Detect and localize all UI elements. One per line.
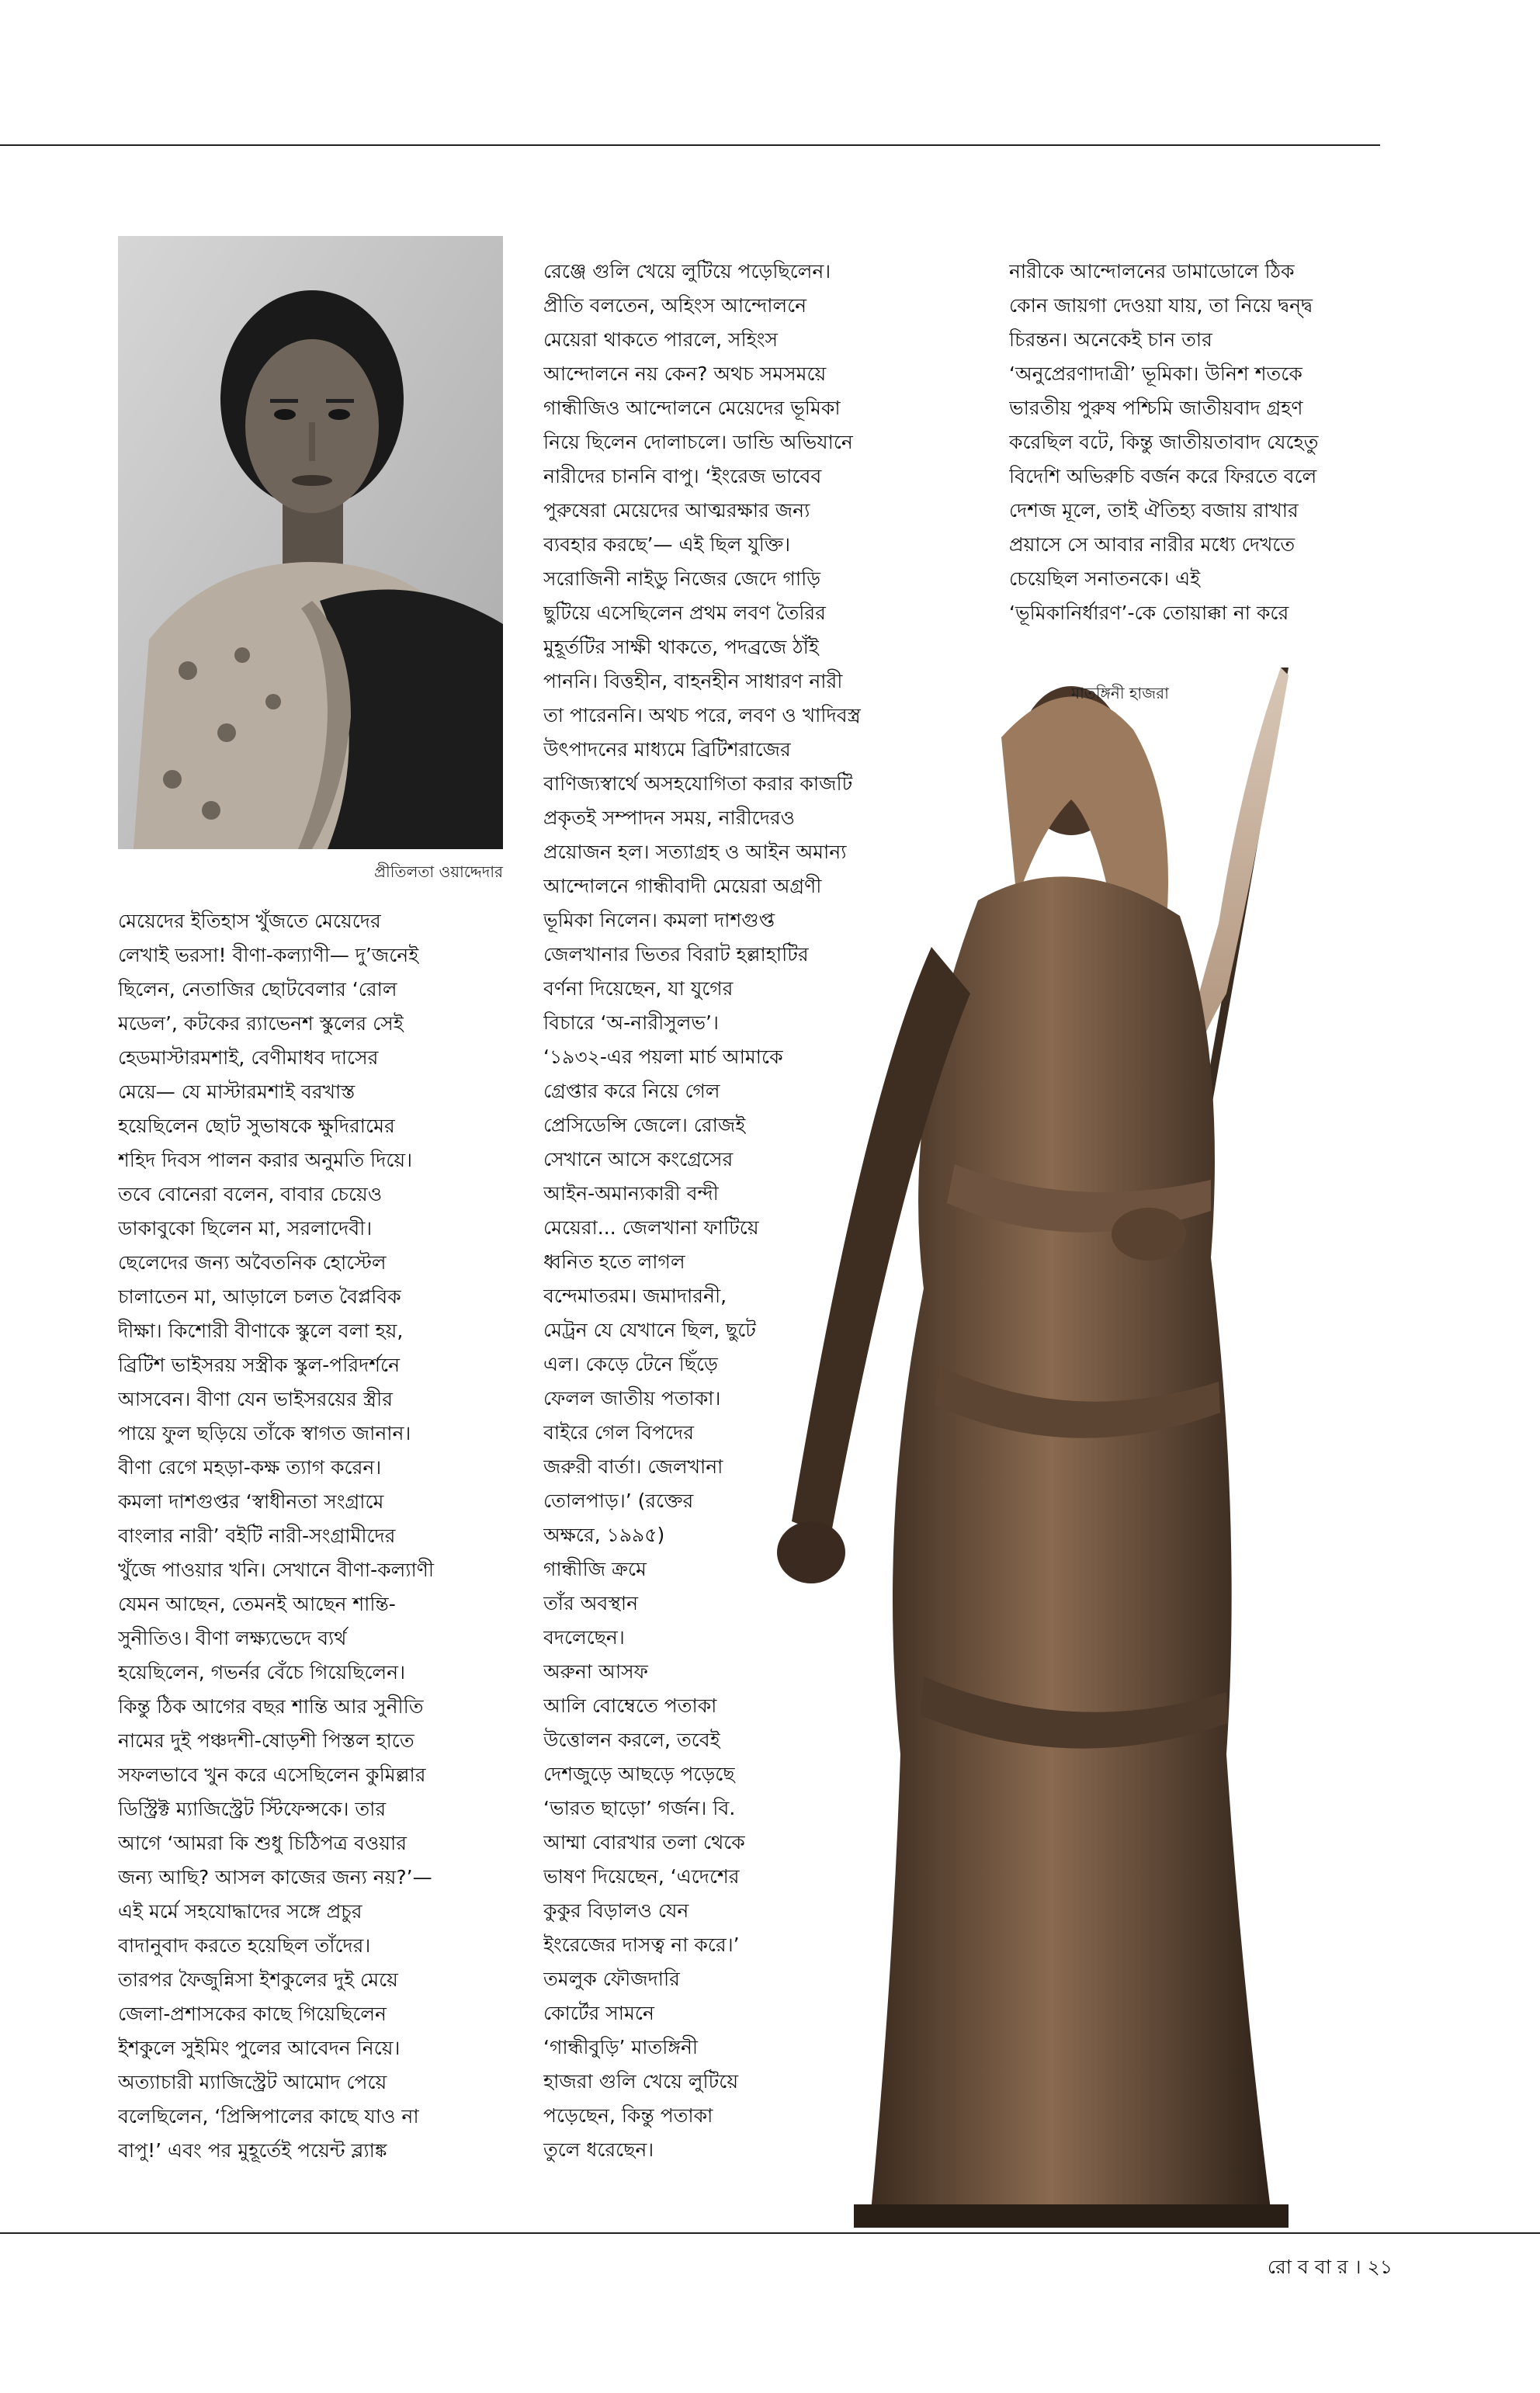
text-line: ‘ভারত ছাড়ো’ গর্জন। বি. xyxy=(543,1797,736,1819)
text-line: চালাতেন মা, আড়ালে চলত বৈপ্লবিক xyxy=(118,1285,401,1308)
text-line: মডেল’, কটকের র‍্যাভেনশ স্কুলের সেই xyxy=(118,1012,404,1035)
text-line: চিরন্তন। অনেকেই চান তার xyxy=(1009,328,1212,351)
text-line: বিদেশি অভিরুচি বর্জন করে ফিরতে বলে xyxy=(1009,465,1317,487)
text-line: আলি বোম্বেতে পতাকা xyxy=(543,1694,717,1717)
text-line: আন্দোলনে নয় কেন? অথচ সমসময়ে xyxy=(543,362,827,385)
text-line: তুলে ধরেছেন। xyxy=(543,2138,654,2161)
text-line: প্রেসিডেন্সি জেলে। রোজই xyxy=(543,1114,746,1136)
page-folio xyxy=(1268,2254,1393,2280)
text-line: পায়ে ফুল ছড়িয়ে তাঁকে স্বাগত জানান। xyxy=(118,1422,411,1444)
text-line: গান্ধীজি ক্রমে xyxy=(543,1558,647,1580)
text-line: হাজরা গুলি খেয়ে লুটিয়ে xyxy=(543,2070,739,2093)
text-line: ডাকাবুকো ছিলেন মা, সরলাদেবী। xyxy=(118,1217,373,1240)
text-line: জেলখানার ভিতর বিরাট হল্লাহাটির xyxy=(543,943,809,966)
text-line: আম্মা বোরখার তলা থেকে xyxy=(543,1831,745,1854)
text-line: বাংলার নারী’ বইটি নারী-সংগ্রামীদের xyxy=(118,1524,396,1547)
text-line: চেয়েছিল সনাতনকে। এই xyxy=(1009,567,1201,590)
text-line: উত্তোলন করলে, তবেই xyxy=(543,1729,720,1751)
text-line: ‘গান্ধীবুড়ি’ মাতঙ্গিনী xyxy=(543,2036,699,2058)
text-line: পুরুষেরা মেয়েদের আত্মরক্ষার জন্য xyxy=(543,499,810,522)
text-line: গান্ধীজিও আন্দোলনে মেয়েদের ভূমিকা xyxy=(543,397,841,419)
text-line: ফেলল জাতীয় পতাকা। xyxy=(543,1387,721,1410)
text-line: জরুরী বার্তা। জেলখানা xyxy=(543,1455,723,1478)
text-line: তবে বোনেরা বলেন, বাবার চেয়েও xyxy=(118,1183,383,1205)
text-line: বদলেছেন। xyxy=(543,1626,625,1649)
text-line: ব্যবহার করছে’— এই ছিল যুক্তি। xyxy=(543,533,791,556)
text-line: লেখাই ভরসা! বীণা-কল্যাণী— দু’জনেই xyxy=(118,944,419,966)
text-line: মেয়েদের ইতিহাস খুঁজতে মেয়েদের xyxy=(118,910,381,932)
text-line: পাননি। বিত্তহীন, বাহনহীন সাধারণ নারী xyxy=(543,670,843,692)
text-line: গ্রেপ্তার করে নিয়ে গেল xyxy=(543,1080,720,1102)
text-line: হয়েছিলেন ছোট সুভাষকে ক্ষুদিরামের xyxy=(118,1115,395,1137)
top-rule xyxy=(0,144,1380,146)
text-line: কোন জায়গা দেওয়া যায়, তা নিয়ে দ্বন্দ্ব xyxy=(1009,294,1313,317)
text-line: বাইরে গেল বিপদের xyxy=(543,1421,694,1444)
text-line: নারীদের চাননি বাপু। ‘ইংরেজ ভাবেব xyxy=(543,465,822,487)
text-line: ভূমিকা নিলেন। কমলা দাশগুপ্ত xyxy=(543,909,775,931)
text-line: ‘অনুপ্রেরণাদাত্রী’ ভূমিকা। উনিশ শতকে xyxy=(1009,362,1302,385)
text-line: বাপু!’ এবং পর মুহূর্তেই পয়েন্ট ব্ল্যাঙ্ক xyxy=(118,2139,387,2162)
text-line: ছেলেদের জন্য অবৈতনিক হোস্টেল xyxy=(118,1251,387,1274)
text-line: সরোজিনী নাইডু নিজের জেদে গাড়ি xyxy=(543,567,821,590)
text-line: কমলা দাশগুপ্তর ‘স্বাধীনতা সংগ্রামে xyxy=(118,1490,384,1513)
text-line: তারপর ফৈজুন্নিসা ইশকুলের দুই মেয়ে xyxy=(118,1968,398,1991)
text-column-right xyxy=(1009,255,1374,630)
text-line: খুঁজে পাওয়ার খনি। সেখানে বীণা-কল্যাণী xyxy=(118,1559,435,1581)
text-line: ‘১৯৩২-এর পয়লা মার্চ আমাকে xyxy=(543,1046,783,1068)
text-line: তাঁর অবস্থান xyxy=(543,1592,638,1614)
folio-separator: । xyxy=(1354,2256,1361,2278)
text-line: মেয়েরা থাকতে পারলে, সহিংস xyxy=(543,328,779,351)
text-line: প্রকৃতই সম্পাদন সময়, নারীদেরও xyxy=(543,806,796,829)
text-line: ভাষণ দিয়েছেন, ‘এদেশের xyxy=(543,1865,740,1888)
text-line: এল। কেড়ে টেনে ছিঁড়ে xyxy=(543,1353,718,1375)
text-line: মুহূর্তটির সাক্ষী থাকতে, পদব্রজে ঠাঁই xyxy=(543,636,819,658)
text-line: বর্ণনা দিয়েছেন, যা যুগের xyxy=(543,977,734,1000)
text-line: আইন-অমান্যকারী বন্দী xyxy=(543,1182,719,1205)
text-line: দেশজ মূলে, তাই ঐতিহ্য বজায় রাখার xyxy=(1009,499,1299,522)
text-line: উৎপাদনের মাধ্যমে ব্রিটিশরাজের xyxy=(543,738,791,761)
text-line: মেয়েরা... জেলখানা ফাটিয়ে xyxy=(543,1216,759,1239)
text-line: যেমন আছেন, তেমনই আছেন শান্তি- xyxy=(118,1593,396,1615)
text-line: নারীকে আন্দোলনের ডামাডোলে ঠিক xyxy=(1009,260,1295,283)
text-line: রেঞ্জে গুলি খেয়ে লুটিয়ে পড়েছিলেন। xyxy=(543,260,831,283)
text-line: ছিলেন, নেতাজির ছোটবেলার ‘রোল xyxy=(118,978,397,1001)
text-column-left xyxy=(118,904,511,2168)
text-line: আসবেন। বীণা যেন ভাইসরয়ের স্ত্রীর xyxy=(118,1388,393,1410)
text-line: আগে ‘আমরা কি শুধু চিঠিপত্র বওয়ার xyxy=(118,1832,408,1854)
text-line: ভারতীয় পুরুষ পশ্চিমি জাতীয়বাদ গ্রহণ xyxy=(1009,397,1303,419)
text-line: ব্রিটিশ ভাইসরয় সস্ত্রীক স্কুল-পরিদর্শনে xyxy=(118,1354,400,1376)
text-line: আন্দোলনে গান্ধীবাদী মেয়েরা অগ্রণী xyxy=(543,875,822,897)
text-line: তা পারেননি। অথচ পরে, লবণ ও খাদিবস্ত্র xyxy=(543,704,861,727)
text-line: অত্যাচারী ম্যাজিস্ট্রেট আমোদ পেয়ে xyxy=(118,2071,387,2093)
text-line: বাদানুবাদ করতে হয়েছিল তাঁদের। xyxy=(118,1934,371,1957)
text-line: প্রয়াসে সে আবার নারীর মধ্যে দেখতে xyxy=(1009,533,1295,556)
text-line: প্রয়োজন হল। সত্যাগ্রহ ও আইন অমান্য xyxy=(543,841,847,863)
portrait-illustration xyxy=(118,236,503,849)
text-line: হেডমাস্টারমশাই, বেণীমাধব দাসের xyxy=(118,1046,379,1069)
text-line: করেছিল বটে, কিন্তু জাতীয়তাবাদ যেহেতু xyxy=(1009,431,1319,453)
text-line: নামের দুই পঞ্চদশী-ষোড়শী পিস্তল হাতে xyxy=(118,1729,414,1752)
text-line: বন্দেমাতরম। জমাদারনী, xyxy=(543,1285,727,1307)
text-line: মেট্রন যে যেখানে ছিল, ছুটে xyxy=(543,1319,756,1341)
text-line: অরুনা আসফ xyxy=(543,1660,648,1683)
magazine-name: রো ব বা র xyxy=(1267,2256,1348,2278)
text-line: কিন্তু ঠিক আগের বছর শান্তি আর সুনীতি xyxy=(118,1695,424,1718)
text-line: বিচারে ‘অ-নারীসুলভ’। xyxy=(543,1011,719,1034)
text-line: সুনীতিও। বীণা লক্ষ্যভেদে ব্যর্থ xyxy=(118,1627,347,1649)
text-line: কুকুর বিড়ালও যেন xyxy=(543,1899,689,1922)
text-line: বীণা রেগে মহড়া-কক্ষ ত্যাগ করেন। xyxy=(118,1456,382,1479)
text-line: কোর্টের সামনে xyxy=(543,2002,654,2024)
bottom-rule xyxy=(0,2232,1540,2234)
text-line: বাণিজ্যস্বার্থে অসহযোগিতা করার কাজটি xyxy=(543,772,853,795)
text-line: প্রীতি বলতেন, অহিংস আন্দোলনে xyxy=(543,294,807,317)
text-line: মেয়ে— যে মাস্টারমশাই বরখাস্ত xyxy=(118,1080,356,1103)
photo-caption: প্রীতিলতা ওয়াদ্দেদার xyxy=(374,862,503,881)
text-line: ইংরেজের দাসত্ব না করে।’ xyxy=(543,1933,740,1956)
text-line: নিয়ে ছিলেন দোলাচলে। ডান্ডি অভিযানে xyxy=(543,431,853,453)
text-line: জেলা-প্রশাসকের কাছে গিয়েছিলেন xyxy=(118,2003,387,2025)
text-line: দীক্ষা। কিশোরী বীণাকে স্কুলে বলা হয়, xyxy=(118,1320,404,1342)
page-number: ২১ xyxy=(1367,2256,1393,2278)
text-line: সেখানে আসে কংগ্রেসের xyxy=(543,1148,734,1170)
text-line: অক্ষরে, ১৯৯৫) xyxy=(543,1524,665,1546)
text-line: ডিস্ট্রিক্ট ম্যাজিস্ট্রেট স্টিফেন্সকে। তার xyxy=(118,1798,387,1820)
text-line: এই মর্মে সহযোদ্ধাদের সঙ্গে প্রচুর xyxy=(118,1900,362,1923)
text-line: ছুটিয়ে এসেছিলেন প্রথম লবণ তৈরির xyxy=(543,602,826,624)
text-line: পড়েছেন, কিন্তু পতাকা xyxy=(543,2104,713,2127)
text-line: ‘ভূমিকানির্ধারণ’-কে তোয়াক্কা না করে xyxy=(1009,602,1289,624)
text-line: তোলপাড়।’ (রক্তের xyxy=(543,1490,694,1512)
statue-caption: মাতঙ্গিনী হাজরা xyxy=(1071,684,1169,702)
text-line: ধ্বনিত হতে লাগল xyxy=(543,1250,685,1273)
text-column-middle xyxy=(543,255,939,2167)
text-line: হয়েছিলেন, গভর্নর বেঁচে গিয়েছিলেন। xyxy=(118,1661,406,1684)
text-line: জন্য আছি? আসল কাজের জন্য নয়?’— xyxy=(118,1866,432,1888)
text-line: সফলভাবে খুন করে এসেছিলেন কুমিল্লার xyxy=(118,1764,426,1786)
text-line: তমলুক ফৌজদারি xyxy=(543,1968,680,1990)
text-line: দেশজুড়ে আছড়ে পড়েছে xyxy=(543,1763,735,1785)
text-line: ইশকুলে সুইমিং পুলের আবেদন নিয়ে। xyxy=(118,2037,401,2059)
text-line: বলেছিলেন, ‘প্রিন্সিপালের কাছে যাও না xyxy=(118,2105,419,2128)
portrait-photo xyxy=(118,236,503,849)
text-line: শহিদ দিবস পালন করার অনুমতি দিয়ে। xyxy=(118,1149,413,1171)
